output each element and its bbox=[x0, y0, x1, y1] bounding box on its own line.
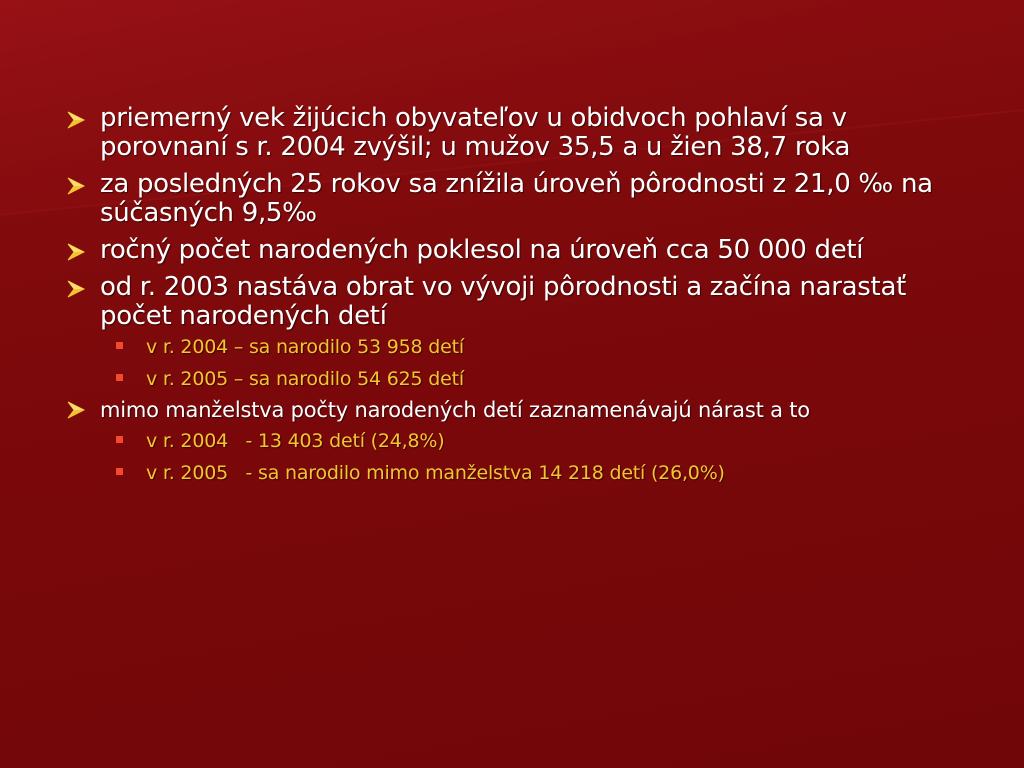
bullet-item-average-age bbox=[66, 104, 966, 162]
square-bullet-icon bbox=[116, 342, 123, 349]
bullet-item-turnaround bbox=[66, 273, 966, 331]
arrow-bullet-icon bbox=[66, 279, 86, 299]
arrow-bullet-icon bbox=[66, 110, 86, 130]
bullet-text: mimo manželstva počty narodených detí zaznamenávajú nárast a to bbox=[100, 398, 810, 422]
sub-bullet-text: v r. 2004 – sa narodilo 53 958 detí bbox=[146, 336, 464, 358]
bullet-text: ročný počet narodených poklesol na úroveň cca 50 000 detí bbox=[100, 235, 864, 265]
arrow-bullet-icon bbox=[66, 176, 86, 196]
bullet-list bbox=[66, 104, 966, 493]
square-bullet-icon bbox=[116, 436, 123, 443]
bullet-item-births-count bbox=[66, 236, 966, 265]
sub-bullet-text: v r. 2005 – sa narodilo 54 625 detí bbox=[146, 368, 464, 390]
sub-bullet-text: v r. 2004 - 13 403 detí (24,8%) bbox=[146, 430, 445, 452]
bullet-text: priemerný vek žijúcich obyvateľov u obidvoch pohlaví sa v porovnaní s r. 2004 zvýšil; u mužov 35,5 a u žien 38,7 roka bbox=[100, 103, 851, 162]
square-bullet-icon bbox=[116, 374, 123, 381]
sub-bullet-item bbox=[66, 367, 966, 391]
sub-bullet-item bbox=[66, 461, 966, 485]
sub-bullet-text: v r. 2005 - sa narodilo mimo manželstva 14 218 detí (26,0%) bbox=[146, 462, 725, 484]
bullet-item-birth-rate bbox=[66, 170, 966, 228]
square-bullet-icon bbox=[116, 468, 123, 475]
sub-bullet-item bbox=[66, 335, 966, 359]
sub-bullet-item bbox=[66, 429, 966, 453]
arrow-bullet-icon bbox=[66, 242, 86, 262]
arrow-bullet-icon bbox=[66, 400, 86, 420]
bullet-item-out-of-wedlock bbox=[66, 397, 966, 423]
bullet-text: od r. 2003 nastáva obrat vo vývoji pôrodnosti a začína narastať počet narodených detí bbox=[100, 272, 906, 331]
bullet-text: za posledných 25 rokov sa znížila úroveň pôrodnosti z 21,0 ‰ na súčasných 9,5‰ bbox=[100, 169, 933, 228]
